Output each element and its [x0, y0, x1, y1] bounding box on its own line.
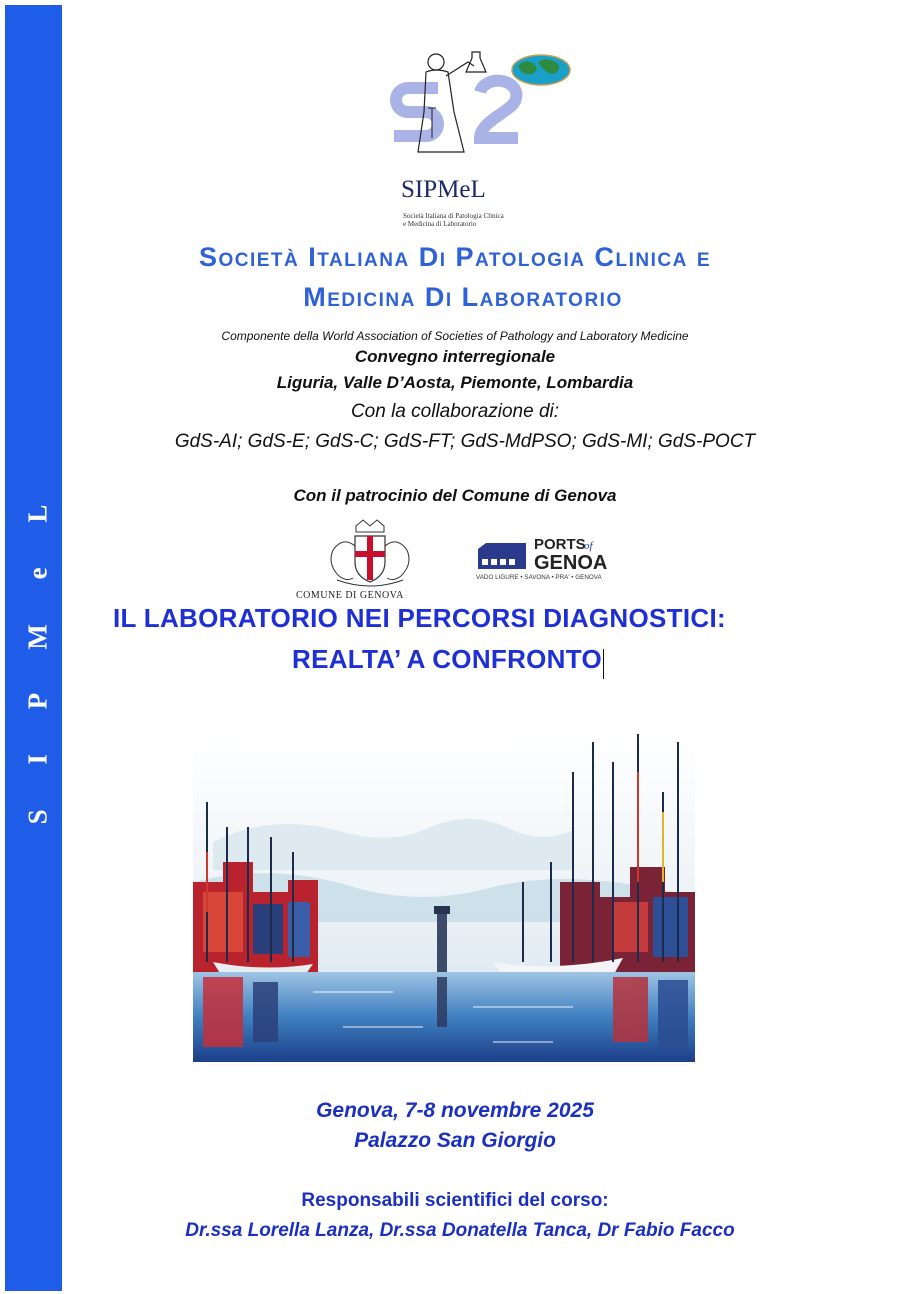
society-name-line-2: Medicina Di Laboratorio	[303, 282, 623, 312]
logo-subtitle-line-1: Società Italiana di Patologia Clinica	[403, 212, 504, 220]
harbour-painting	[193, 732, 695, 1062]
title-line-1: IL LABORATORIO NEI PERCORSI DIAGNOSTICI:	[113, 603, 726, 633]
patronage: Con il patrocinio del Comune di Genova	[293, 486, 617, 505]
ports-of-text: of	[584, 540, 593, 552]
ports-city-text: GENOA	[534, 552, 608, 574]
comune-label: COMUNE DI GENOVA	[296, 590, 404, 601]
event-date: Genova, 7-8 novembre 2025	[316, 1099, 594, 1122]
title-line-2: REALTA’ A CONFRONTO	[292, 644, 602, 674]
sidebar-band	[5, 5, 62, 1291]
title-line-2-wrap	[292, 644, 604, 679]
logo-name: SIPMeL	[401, 176, 486, 203]
text-caret	[603, 649, 604, 679]
collab-groups: GdS-AI; GdS-E; GdS-C; GdS-FT; GdS-MdPSO; GdS-MI; GdS-POCT	[174, 431, 756, 452]
event-venue: Palazzo San Giorgio	[354, 1129, 556, 1152]
meeting-type: Convegno interregionale	[354, 347, 556, 366]
logo-subtitle	[403, 212, 513, 228]
society-name-line-1: Società Italiana Di Patologia Clinica e	[198, 242, 712, 272]
responsible-names: Dr.ssa Lorella Lanza, Dr.ssa Donatella Tanca, Dr Fabio Facco	[185, 1220, 735, 1241]
component-note: Componente della World Association of Societies of Pathology and Laboratory Medicine	[221, 329, 689, 343]
sidebar-label: S I P M e L	[22, 485, 53, 825]
logo-subtitle-line-2: e Medicina di Laboratorio	[403, 220, 477, 228]
sipmel-logo	[388, 48, 578, 238]
ports-sub-text: VADO LIGURE • SAVONA • PRA' • GENOVA	[476, 574, 602, 581]
responsible-label: Responsabili scientifici del corso:	[301, 1190, 609, 1211]
ports-main-text: PORTS	[534, 536, 586, 553]
meeting-regions: Liguria, Valle D’Aosta, Piemonte, Lombardia	[276, 373, 634, 392]
collab-label: Con la collaborazione di:	[350, 401, 560, 422]
ports-of-genoa-logo	[476, 533, 636, 583]
